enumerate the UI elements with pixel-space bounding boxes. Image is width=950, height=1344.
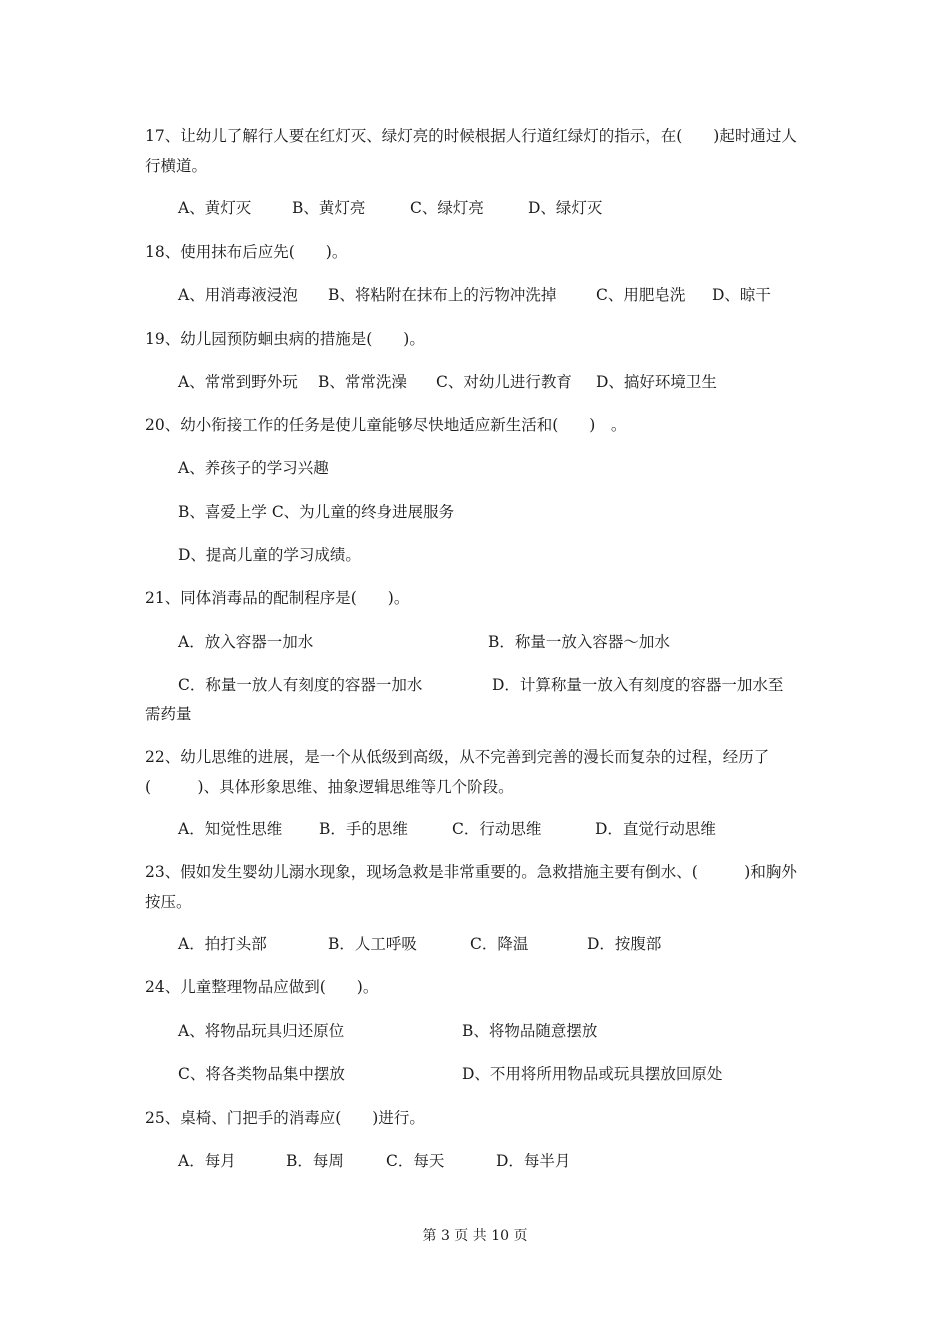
option-a: A、常常到野外玩	[178, 373, 298, 391]
option-a: A．知觉性思维	[178, 820, 283, 838]
option-b: B、将粘附在抹布上的污物冲洗掉	[328, 286, 557, 304]
option-c: C、绿灯亮	[410, 199, 484, 217]
question-20-stem: 20、幼小衔接工作的任务是使儿童能够尽快地适应新生活和( ) 。	[145, 416, 627, 434]
option-a: A、用消毒液浸泡	[178, 286, 298, 304]
option-d: D、绿灯灭	[528, 199, 603, 217]
option-c: C．称量一放人有刻度的容器一加水	[178, 676, 423, 694]
question-22-stem: 22、幼儿思维的进展，是一个从低级到高级，从不完善到完善的漫长而复杂的过程，经历了( )、具体形象思维、抽象逻辑思维等几个阶段。	[145, 748, 770, 796]
option-d: D、搞好环境卫生	[596, 373, 717, 391]
option-b: B．手的思维	[319, 820, 408, 838]
question-21-option-d-continuation: 需药量	[145, 705, 192, 723]
question-20-line-d: D、提高儿童的学习成绩。	[178, 546, 361, 564]
option-d: D．按腹部	[587, 935, 662, 953]
question-17-options	[178, 193, 818, 223]
question-18-options	[178, 280, 818, 310]
option-a: A、黄灯灭	[178, 199, 252, 217]
question-18-stem: 18、使用抹布后应先( )。	[145, 243, 348, 261]
option-b: B、常常洗澡	[318, 373, 407, 391]
option-c: C．降温	[470, 935, 529, 953]
question-19-options	[178, 367, 818, 397]
option-d: D．计算称量一放入有刻度的容器一加水至	[492, 676, 784, 694]
option-b: B．人工呼吸	[328, 935, 417, 953]
question-21-options-cd	[178, 670, 818, 700]
question-21-options	[178, 627, 818, 657]
question-19-stem: 19、幼儿园预防蛔虫病的措施是( )。	[145, 330, 425, 348]
option-c: C、对幼儿进行教育	[436, 373, 572, 391]
page-footer: 第 3 页 共 10 页	[422, 1228, 528, 1244]
option-b: B．称量一放入容器～加水	[488, 633, 670, 651]
option-a: A．放入容器一加水	[178, 633, 314, 651]
option-a: A、将物品玩具归还原位	[178, 1022, 345, 1040]
question-23-stem: 23、假如发生婴幼儿溺水现象，现场急救是非常重要的。急救措施主要有倒水、( )和胸外按压。	[145, 863, 797, 911]
option-d: D、不用将所用物品或玩具摆放回原处	[462, 1065, 723, 1083]
option-a: A．拍打头部	[178, 935, 267, 953]
option-d: D、晾干	[712, 286, 771, 304]
question-23-options	[178, 929, 818, 959]
option-a: A．每月	[178, 1152, 236, 1170]
option-b: B．每周	[286, 1152, 344, 1170]
option-c: C．每天	[386, 1152, 445, 1170]
question-22-options	[178, 814, 818, 844]
question-24-options-ab	[178, 1016, 818, 1046]
question-17-stem: 17、让幼儿了解行人要在红灯灭、绿灯亮的时候根据人行道红绿灯的指示，在( )起时通过人行横道。	[145, 127, 797, 175]
question-24-options-cd	[178, 1059, 818, 1089]
question-25-stem: 25、桌椅、门把手的消毒应( )进行。	[145, 1109, 425, 1127]
option-c: C、用肥皂洗	[596, 286, 686, 304]
option-c: C．行动思维	[452, 820, 542, 838]
question-21-stem: 21、同体消毒品的配制程序是( )。	[145, 589, 410, 607]
option-d: D．直觉行动思维	[595, 820, 716, 838]
option-b: B、将物品随意摆放	[462, 1022, 598, 1040]
question-20-line-bc: B、喜爱上学 C、为儿童的终身进展服务	[178, 503, 455, 521]
question-25-options	[178, 1146, 818, 1176]
question-20-line-a: A、养孩子的学习兴趣	[178, 459, 329, 477]
option-d: D．每半月	[496, 1152, 571, 1170]
option-c: C、将各类物品集中摆放	[178, 1065, 345, 1083]
option-b: B、黄灯亮	[292, 199, 366, 217]
question-24-stem: 24、儿童整理物品应做到( )。	[145, 978, 379, 996]
